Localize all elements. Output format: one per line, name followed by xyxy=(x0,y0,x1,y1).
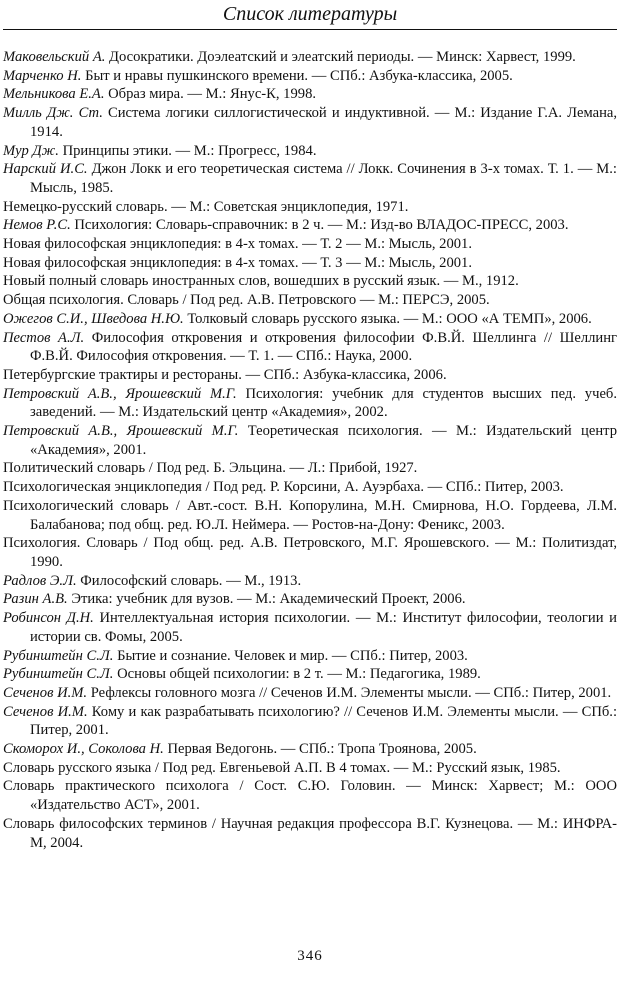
reference-entry xyxy=(3,459,617,478)
reference-author: Сеченов И.М. xyxy=(3,703,88,720)
reference-author: Мельникова Е.А. xyxy=(3,86,105,103)
reference-entry xyxy=(3,160,617,197)
reference-entry xyxy=(3,684,617,703)
reference-entry xyxy=(3,609,617,646)
reference-text: Новая философская энциклопедия: в 4-х томах. — Т. 2 — М.: Мысль, 2001. xyxy=(3,236,472,253)
reference-entry xyxy=(3,590,617,609)
reference-text: Политический словарь / Под ред. Б. Эльцина. — Л.: Прибой, 1927. xyxy=(3,460,418,477)
reference-entry xyxy=(3,740,617,759)
reference-entry xyxy=(3,534,617,571)
reference-entry xyxy=(3,272,617,291)
header-rule xyxy=(3,29,617,30)
reference-author: Милль Дж. Ст. xyxy=(3,105,103,122)
reference-text: Новый полный словарь иностранных слов, вошедших в русский язык. — М., 1912. xyxy=(3,273,519,290)
reference-author: Пестов А.Л. xyxy=(3,329,85,346)
reference-entry xyxy=(3,310,617,329)
reference-entry xyxy=(3,777,617,814)
reference-text: Немецко-русский словарь. — М.: Советская энциклопедия, 1971. xyxy=(3,198,409,215)
reference-entry xyxy=(3,216,617,235)
reference-author: Маковельский А. xyxy=(3,49,106,65)
reference-author: Марченко Н. xyxy=(3,67,82,84)
reference-entry xyxy=(3,85,617,104)
reference-author: Рубинштейн С.Л. xyxy=(3,647,114,664)
reference-entry xyxy=(3,703,617,740)
reference-entry xyxy=(3,497,617,534)
reference-entry xyxy=(3,67,617,86)
reference-author: Рубинштейн С.Л. xyxy=(3,666,114,683)
reference-text: Толковый словарь русского языка. — М.: ООО «А ТЕМП», 2006. xyxy=(187,310,592,327)
reference-entry xyxy=(3,422,617,459)
reference-text: Принципы этики. — М.: Прогресс, 1984. xyxy=(62,142,317,159)
reference-entry xyxy=(3,815,617,852)
reference-text: Словарь русского языка / Под ред. Евгеньевой А.П. В 4 томах. — М.: Русский язык, 1985. xyxy=(3,759,561,776)
reference-author: Сеченов И.М. xyxy=(3,684,88,701)
reference-entry xyxy=(3,142,617,161)
reference-text: Словарь практического психолога / Сост. С.Ю. Головин. — Минск: Харвест; М.: ООО «Издательство АСТ», 2001. xyxy=(3,778,617,814)
reference-text: Теоретическая психология. — М.: Издательский центр «Академия», 2001. xyxy=(30,423,617,458)
reference-entry xyxy=(3,478,617,497)
reference-text: Философский словарь. — М., 1913. xyxy=(80,572,302,589)
reference-text: Словарь философских терминов / Научная редакция профессора В.Г. Кузнецова. — М.: ИНФРА-М, 2004. xyxy=(3,815,617,851)
reference-author: Радлов Э.Л. xyxy=(3,572,77,589)
reference-text: Петербургские трактиры и рестораны. — СПб.: Азбука-классика, 2006. xyxy=(3,366,447,383)
reference-author: Петровский А.В., Ярошевский М.Г. xyxy=(3,423,239,440)
reference-list xyxy=(3,48,617,852)
reference-text: Философия откровения и откровения философии Ф.В.Й. Шеллинга // Шеллинг Ф.В.Й. Философия откровения. — Т. 1. — СПб.: Наука, 2000. xyxy=(30,329,617,365)
reference-text: Психологический словарь / Авт.-сост. В.Н. Копорулина, М.Н. Смирнова, Н.О. Гордеева, Л.М. Балабанова; под общ. ред. Ю.Л. Неймера. — Ростов-на-Дону: Феникс, 2003. xyxy=(3,497,617,533)
reference-text: Психологическая энциклопедия / Под ред. Р. Корсини, А. Ауэрбаха. — СПб.: Питер, 2003. xyxy=(3,479,564,496)
reference-text: Бытие и сознание. Человек и мир. — СПб.: Питер, 2003. xyxy=(117,647,468,664)
reference-text: Рефлексы головного мозга // Сеченов И.М. Элементы мысли. — СПб.: Питер, 2001. xyxy=(90,684,612,701)
reference-entry xyxy=(3,329,617,366)
section-title: Список литературы xyxy=(222,3,398,25)
reference-author: Скоморох И., Соколова Н. xyxy=(3,741,164,758)
reference-entry xyxy=(3,665,617,684)
reference-author: Петровский А.В., Ярошевский М.Г. xyxy=(3,385,237,402)
reference-text: Психология: Словарь-справочник: в 2 ч. — М.: Изд-во ВЛАДОС-ПРЕСС, 2003. xyxy=(74,217,569,234)
reference-text: Досократики. Доэлеатский и элеатский периоды. — Минск: Харвест, 1999. xyxy=(109,49,576,65)
reference-text: Образ мира. — М.: Янус-К, 1998. xyxy=(108,86,317,103)
reference-text: Основы общей психологии: в 2 т. — М.: Педагогика, 1989. xyxy=(117,666,481,683)
page-number: 346 xyxy=(297,948,323,964)
reference-entry xyxy=(3,647,617,666)
reference-entry xyxy=(3,48,617,67)
reference-entry xyxy=(3,385,617,422)
reference-author: Немов Р.С. xyxy=(3,217,71,234)
reference-text: Первая Ведогонь. — СПб.: Тропа Троянова, 2005. xyxy=(167,741,477,758)
reference-text: Психология. Словарь / Под общ. ред. А.В. Петровского, М.Г. Ярошевского. — М.: Политиздат, 1990. xyxy=(3,535,617,570)
reference-text: Интеллектуальная история психологии. — М.: Институт философии, теологии и истории св. Фомы, 2005. xyxy=(30,610,617,645)
reference-entry xyxy=(3,198,617,217)
reference-text: Джон Локк и его теоретическая система // Локк. Сочинения в 3-х томах. Т. 1. — М.: Мысль, 1985. xyxy=(30,161,617,196)
reference-entry xyxy=(3,254,617,273)
reference-text: Новая философская энциклопедия: в 4-х томах. — Т. 3 — М.: Мысль, 2001. xyxy=(3,254,472,271)
reference-author: Мур Дж. xyxy=(3,142,59,159)
reference-entry xyxy=(3,235,617,254)
reference-author: Робинсон Д.Н. xyxy=(3,610,94,627)
reference-author: Разин А.В. xyxy=(3,591,68,608)
reference-text: Система логики силлогистической и индуктивной. — М.: Издание Г.А. Лемана, 1914. xyxy=(30,105,617,140)
reference-entry xyxy=(3,572,617,591)
running-header xyxy=(0,0,620,32)
reference-entry xyxy=(3,366,617,385)
reference-author: Нарский И.С. xyxy=(3,161,88,178)
reference-text: Быт и нравы пушкинского времени. — СПб.: Азбука-классика, 2005. xyxy=(85,67,513,84)
reference-text: Этика: учебник для вузов. — М.: Академический Проект, 2006. xyxy=(71,591,466,608)
reference-text: Кому и как разрабатывать психологию? // Сеченов И.М. Элементы мысли. — СПб.: Питер, 2001. xyxy=(30,703,617,739)
reference-entry xyxy=(3,759,617,778)
reference-text: Психология: учебник для студентов высших пед. учеб. заведений. — М.: Издательский центр «Академия», 2002. xyxy=(30,385,617,421)
reference-entry xyxy=(3,291,617,310)
reference-author: Ожегов С.И., Шведова Н.Ю. xyxy=(3,310,184,327)
reference-text: Общая психология. Словарь / Под ред. А.В. Петровского — М.: ПЕРСЭ, 2005. xyxy=(3,292,490,309)
reference-entry xyxy=(3,104,617,141)
